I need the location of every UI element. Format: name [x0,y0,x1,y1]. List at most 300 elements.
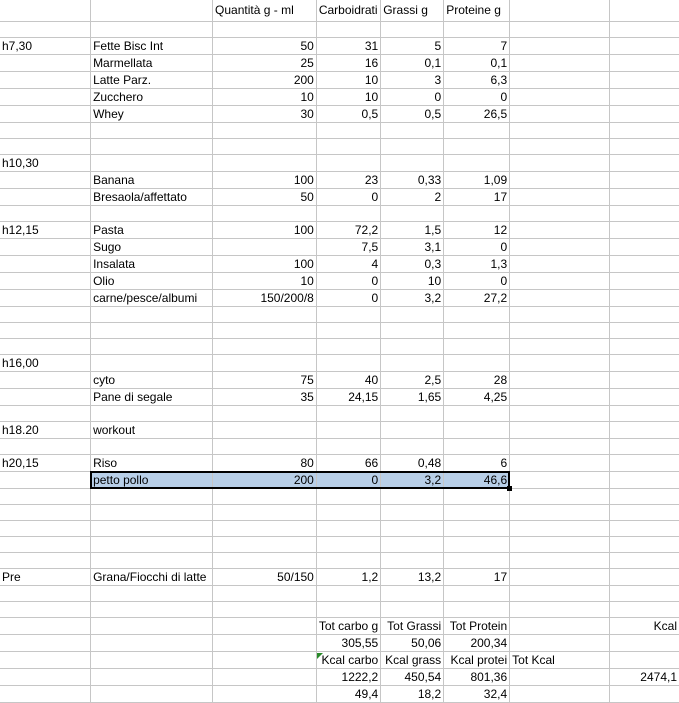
cell-c33[interactable] [213,537,317,553]
cell-e10[interactable] [381,155,444,172]
cell-b40[interactable] [91,652,213,669]
cell-h19[interactable] [609,307,679,323]
cell-h15[interactable] [609,239,679,256]
cell-g9[interactable] [510,139,610,155]
cell-h8[interactable] [609,123,679,139]
cell-d37[interactable] [316,602,380,618]
cell-f40[interactable]: Kcal protei [444,652,510,669]
cell-f34[interactable] [444,553,510,569]
cell-a32[interactable] [0,521,91,537]
cell-b7[interactable]: Whey [91,106,213,123]
cell-d6[interactable]: 10 [316,89,380,106]
cell-b19[interactable] [91,307,213,323]
cell-f11[interactable]: 1,09 [444,172,510,189]
cell-f35[interactable]: 17 [444,569,510,586]
cell-a16[interactable] [0,256,91,273]
cell-b33[interactable] [91,537,213,553]
cell-h29[interactable] [609,472,679,489]
cell-a1[interactable] [0,0,91,22]
cell-h12[interactable] [609,189,679,206]
cell-a26[interactable]: h18.20 [0,422,91,439]
cell-b18[interactable]: carne/pesce/albumi [91,290,213,307]
cell-d8[interactable] [316,123,380,139]
cell-c12[interactable]: 50 [213,189,317,206]
cell-d35[interactable]: 1,2 [316,569,380,586]
cell-b5[interactable]: Latte Parz. [91,72,213,89]
cell-b31[interactable] [91,505,213,521]
cell-e32[interactable] [381,521,444,537]
cell-g21[interactable] [510,339,610,355]
cell-c18[interactable]: 150/200/8 [213,290,317,307]
cell-h39[interactable] [609,635,679,652]
cell-b8[interactable] [91,123,213,139]
cell-b6[interactable]: Zucchero [91,89,213,106]
cell-b35[interactable]: Grana/Fiocchi di latte [91,569,213,586]
cell-a41[interactable] [0,669,91,686]
cell-d17[interactable]: 0 [316,273,380,290]
cell-f13[interactable] [444,206,510,222]
cell-e16[interactable]: 0,3 [381,256,444,273]
cell-g14[interactable] [510,222,610,239]
cell-g33[interactable] [510,537,610,553]
cell-e22[interactable] [381,355,444,372]
cell-d26[interactable] [316,422,380,439]
cell-d36[interactable] [316,586,380,602]
cell-a35[interactable]: Pre [0,569,91,586]
cell-g26[interactable] [510,422,610,439]
cell-d15[interactable]: 7,5 [316,239,380,256]
cell-h31[interactable] [609,505,679,521]
cell-c5[interactable]: 200 [213,72,317,89]
cell-c37[interactable] [213,602,317,618]
cell-g39[interactable] [510,635,610,652]
cell-h9[interactable] [609,139,679,155]
cell-f10[interactable] [444,155,510,172]
cell-a9[interactable] [0,139,91,155]
cell-c3[interactable]: 50 [213,38,317,55]
cell-c16[interactable]: 100 [213,256,317,273]
cell-d14[interactable]: 72,2 [316,222,380,239]
cell-b12[interactable]: Bresaola/affettato [91,189,213,206]
cell-d12[interactable]: 0 [316,189,380,206]
cell-e25[interactable] [381,406,444,422]
cell-c25[interactable] [213,406,317,422]
cell-f32[interactable] [444,521,510,537]
cell-c36[interactable] [213,586,317,602]
cell-b24[interactable]: Pane di segale [91,389,213,406]
cell-g29[interactable] [510,472,610,489]
cell-g18[interactable] [510,290,610,307]
cell-g24[interactable] [510,389,610,406]
cell-f18[interactable]: 27,2 [444,290,510,307]
cell-a21[interactable] [0,339,91,355]
cell-g34[interactable] [510,553,610,569]
cell-c21[interactable] [213,339,317,355]
cell-g12[interactable] [510,189,610,206]
cell-b29[interactable]: petto pollo [91,472,213,489]
cell-e24[interactable]: 1,65 [381,389,444,406]
cell-a4[interactable] [0,55,91,72]
cell-g1[interactable] [510,0,610,22]
cell-h38[interactable]: Kcal [609,618,679,635]
cell-b4[interactable]: Marmellata [91,55,213,72]
cell-h1[interactable] [609,0,679,22]
cell-h33[interactable] [609,537,679,553]
cell-h28[interactable] [609,455,679,472]
cell-f37[interactable] [444,602,510,618]
cell-e5[interactable]: 3 [381,72,444,89]
cell-e31[interactable] [381,505,444,521]
cell-g41[interactable] [510,669,610,686]
cell-h13[interactable] [609,206,679,222]
cell-c23[interactable]: 75 [213,372,317,389]
cell-c22[interactable] [213,355,317,372]
cell-e17[interactable]: 10 [381,273,444,290]
cell-h21[interactable] [609,339,679,355]
cell-e19[interactable] [381,307,444,323]
cell-h16[interactable] [609,256,679,273]
cell-e6[interactable]: 0 [381,89,444,106]
cell-f7[interactable]: 26,5 [444,106,510,123]
cell-f36[interactable] [444,586,510,602]
cell-c40[interactable] [213,652,317,669]
cell-h5[interactable] [609,72,679,89]
cell-h41[interactable]: 2474,1 [609,669,679,686]
cell-c24[interactable]: 35 [213,389,317,406]
cell-g38[interactable] [510,618,610,635]
cell-d39[interactable]: 305,55 [316,635,380,652]
cell-a25[interactable] [0,406,91,422]
cell-d11[interactable]: 23 [316,172,380,189]
cell-f22[interactable] [444,355,510,372]
cell-g10[interactable] [510,155,610,172]
cell-f31[interactable] [444,505,510,521]
cell-d38[interactable]: Tot carbo g [316,618,380,635]
cell-c32[interactable] [213,521,317,537]
cell-h40[interactable] [609,652,679,669]
cell-c8[interactable] [213,123,317,139]
cell-d27[interactable] [316,439,380,455]
cell-b3[interactable]: Fette Bisc Int [91,38,213,55]
cell-d31[interactable] [316,505,380,521]
cell-b41[interactable] [91,669,213,686]
cell-e42[interactable]: 18,2 [381,686,444,703]
cell-d23[interactable]: 40 [316,372,380,389]
cell-b22[interactable] [91,355,213,372]
cell-e18[interactable]: 3,2 [381,290,444,307]
cell-a40[interactable] [0,652,91,669]
cell-c39[interactable] [213,635,317,652]
cell-b14[interactable]: Pasta [91,222,213,239]
cell-a2[interactable] [0,22,91,38]
cell-a10[interactable]: h10,30 [0,155,91,172]
cell-a42[interactable] [0,686,91,703]
cell-e20[interactable] [381,323,444,339]
cell-b20[interactable] [91,323,213,339]
cell-e41[interactable]: 450,54 [381,669,444,686]
cell-d22[interactable] [316,355,380,372]
cell-h34[interactable] [609,553,679,569]
cell-d16[interactable]: 4 [316,256,380,273]
cell-e4[interactable]: 0,1 [381,55,444,72]
cell-g40[interactable]: Tot Kcal [510,652,610,669]
cell-h42[interactable] [609,686,679,703]
cell-e27[interactable] [381,439,444,455]
cell-b17[interactable]: Olio [91,273,213,290]
cell-a11[interactable] [0,172,91,189]
cell-g6[interactable] [510,89,610,106]
cell-h18[interactable] [609,290,679,307]
cell-h14[interactable] [609,222,679,239]
cell-f2[interactable] [444,22,510,38]
cell-f21[interactable] [444,339,510,355]
cell-d5[interactable]: 10 [316,72,380,89]
cell-f28[interactable]: 6 [444,455,510,472]
cell-h17[interactable] [609,273,679,290]
cell-e15[interactable]: 3,1 [381,239,444,256]
cell-a27[interactable] [0,439,91,455]
cell-b1[interactable] [91,0,213,22]
cell-h23[interactable] [609,372,679,389]
cell-g31[interactable] [510,505,610,521]
cell-d19[interactable] [316,307,380,323]
cell-b27[interactable] [91,439,213,455]
cell-h2[interactable] [609,22,679,38]
cell-f5[interactable]: 6,3 [444,72,510,89]
cell-a17[interactable] [0,273,91,290]
cell-f26[interactable] [444,422,510,439]
cell-h35[interactable] [609,569,679,586]
cell-a28[interactable]: h20,15 [0,455,91,472]
cell-d25[interactable] [316,406,380,422]
cell-e34[interactable] [381,553,444,569]
cell-b13[interactable] [91,206,213,222]
cell-b42[interactable] [91,686,213,703]
cell-a29[interactable] [0,472,91,489]
cell-c7[interactable]: 30 [213,106,317,123]
cell-c4[interactable]: 25 [213,55,317,72]
cell-e26[interactable] [381,422,444,439]
cell-f42[interactable]: 32,4 [444,686,510,703]
cell-c17[interactable]: 10 [213,273,317,290]
cell-h26[interactable] [609,422,679,439]
cell-b2[interactable] [91,22,213,38]
cell-d21[interactable] [316,339,380,355]
cell-g22[interactable] [510,355,610,372]
cell-h6[interactable] [609,89,679,106]
cell-c1[interactable]: Quantità g - ml [213,0,317,22]
cell-b28[interactable]: Riso [91,455,213,472]
cell-b16[interactable]: Insalata [91,256,213,273]
cell-f3[interactable]: 7 [444,38,510,55]
cell-b36[interactable] [91,586,213,602]
cell-g15[interactable] [510,239,610,256]
cell-a12[interactable] [0,189,91,206]
cell-g32[interactable] [510,521,610,537]
cell-f23[interactable]: 28 [444,372,510,389]
cell-h37[interactable] [609,602,679,618]
cell-a18[interactable] [0,290,91,307]
cell-d7[interactable]: 0,5 [316,106,380,123]
cell-f39[interactable]: 200,34 [444,635,510,652]
cell-g17[interactable] [510,273,610,290]
cell-h11[interactable] [609,172,679,189]
cell-g4[interactable] [510,55,610,72]
cell-f17[interactable]: 0 [444,273,510,290]
cell-f24[interactable]: 4,25 [444,389,510,406]
cell-e3[interactable]: 5 [381,38,444,55]
cell-f33[interactable] [444,537,510,553]
cell-d29[interactable]: 0 [316,472,380,489]
cell-d18[interactable]: 0 [316,290,380,307]
cell-e35[interactable]: 13,2 [381,569,444,586]
cell-e12[interactable]: 2 [381,189,444,206]
cell-d42[interactable]: 49,4 [316,686,380,703]
cell-c30[interactable] [213,489,317,505]
cell-h30[interactable] [609,489,679,505]
cell-e40[interactable]: Kcal grass [381,652,444,669]
cell-e7[interactable]: 0,5 [381,106,444,123]
cell-e28[interactable]: 0,48 [381,455,444,472]
cell-g35[interactable] [510,569,610,586]
cell-f25[interactable] [444,406,510,422]
cell-d4[interactable]: 16 [316,55,380,72]
cell-b23[interactable]: cyto [91,372,213,389]
cell-f4[interactable]: 0,1 [444,55,510,72]
cell-b26[interactable]: workout [91,422,213,439]
cell-d3[interactable]: 31 [316,38,380,55]
cell-a33[interactable] [0,537,91,553]
cell-f14[interactable]: 12 [444,222,510,239]
cell-b38[interactable] [91,618,213,635]
cell-g7[interactable] [510,106,610,123]
cell-d1[interactable]: Carboidrati [316,0,380,22]
cell-a20[interactable] [0,323,91,339]
cell-c38[interactable] [213,618,317,635]
cell-e29[interactable]: 3,2 [381,472,444,489]
cell-d13[interactable] [316,206,380,222]
cell-f20[interactable] [444,323,510,339]
cell-b37[interactable] [91,602,213,618]
cell-a13[interactable] [0,206,91,222]
cell-f9[interactable] [444,139,510,155]
cell-a23[interactable] [0,372,91,389]
cell-c10[interactable] [213,155,317,172]
cell-h36[interactable] [609,586,679,602]
cell-e2[interactable] [381,22,444,38]
cell-c34[interactable] [213,553,317,569]
cell-a31[interactable] [0,505,91,521]
cell-g5[interactable] [510,72,610,89]
cell-d40[interactable]: Kcal carbo [316,652,380,669]
cell-g13[interactable] [510,206,610,222]
cell-b10[interactable] [91,155,213,172]
cell-e39[interactable]: 50,06 [381,635,444,652]
cell-a37[interactable] [0,602,91,618]
cell-f16[interactable]: 1,3 [444,256,510,273]
cell-c27[interactable] [213,439,317,455]
cell-c11[interactable]: 100 [213,172,317,189]
cell-d28[interactable]: 66 [316,455,380,472]
cell-g3[interactable] [510,38,610,55]
cell-e8[interactable] [381,123,444,139]
cell-d30[interactable] [316,489,380,505]
cell-c31[interactable] [213,505,317,521]
cell-d10[interactable] [316,155,380,172]
cell-e21[interactable] [381,339,444,355]
cell-e36[interactable] [381,586,444,602]
cell-g28[interactable] [510,455,610,472]
cell-c14[interactable]: 100 [213,222,317,239]
cell-a39[interactable] [0,635,91,652]
cell-a8[interactable] [0,123,91,139]
cell-a36[interactable] [0,586,91,602]
cell-h25[interactable] [609,406,679,422]
cell-d41[interactable]: 1222,2 [316,669,380,686]
cell-g11[interactable] [510,172,610,189]
cell-d20[interactable] [316,323,380,339]
cell-g25[interactable] [510,406,610,422]
cell-f27[interactable] [444,439,510,455]
cell-a24[interactable] [0,389,91,406]
cell-e11[interactable]: 0,33 [381,172,444,189]
cell-b34[interactable] [91,553,213,569]
cell-e13[interactable] [381,206,444,222]
cell-b21[interactable] [91,339,213,355]
cell-a15[interactable] [0,239,91,256]
cell-b25[interactable] [91,406,213,422]
cell-c2[interactable] [213,22,317,38]
cell-f19[interactable] [444,307,510,323]
cell-h27[interactable] [609,439,679,455]
cell-a30[interactable] [0,489,91,505]
cell-c42[interactable] [213,686,317,703]
cell-f15[interactable]: 0 [444,239,510,256]
cell-c6[interactable]: 10 [213,89,317,106]
cell-h4[interactable] [609,55,679,72]
cell-f8[interactable] [444,123,510,139]
cell-c41[interactable] [213,669,317,686]
cell-a6[interactable] [0,89,91,106]
cell-d9[interactable] [316,139,380,155]
cell-c28[interactable]: 80 [213,455,317,472]
cell-b32[interactable] [91,521,213,537]
cell-e14[interactable]: 1,5 [381,222,444,239]
cell-b39[interactable] [91,635,213,652]
cell-g19[interactable] [510,307,610,323]
cell-g30[interactable] [510,489,610,505]
cell-e30[interactable] [381,489,444,505]
cell-g2[interactable] [510,22,610,38]
cell-h10[interactable] [609,155,679,172]
cell-g37[interactable] [510,602,610,618]
cell-d33[interactable] [316,537,380,553]
cell-f41[interactable]: 801,36 [444,669,510,686]
cell-g27[interactable] [510,439,610,455]
cell-g36[interactable] [510,586,610,602]
cell-h20[interactable] [609,323,679,339]
cell-e37[interactable] [381,602,444,618]
cell-a19[interactable] [0,307,91,323]
cell-d34[interactable] [316,553,380,569]
cell-a38[interactable] [0,618,91,635]
cell-c35[interactable]: 50/150 [213,569,317,586]
cell-c13[interactable] [213,206,317,222]
cell-f12[interactable]: 17 [444,189,510,206]
cell-h3[interactable] [609,38,679,55]
cell-a14[interactable]: h12,15 [0,222,91,239]
cell-c19[interactable] [213,307,317,323]
